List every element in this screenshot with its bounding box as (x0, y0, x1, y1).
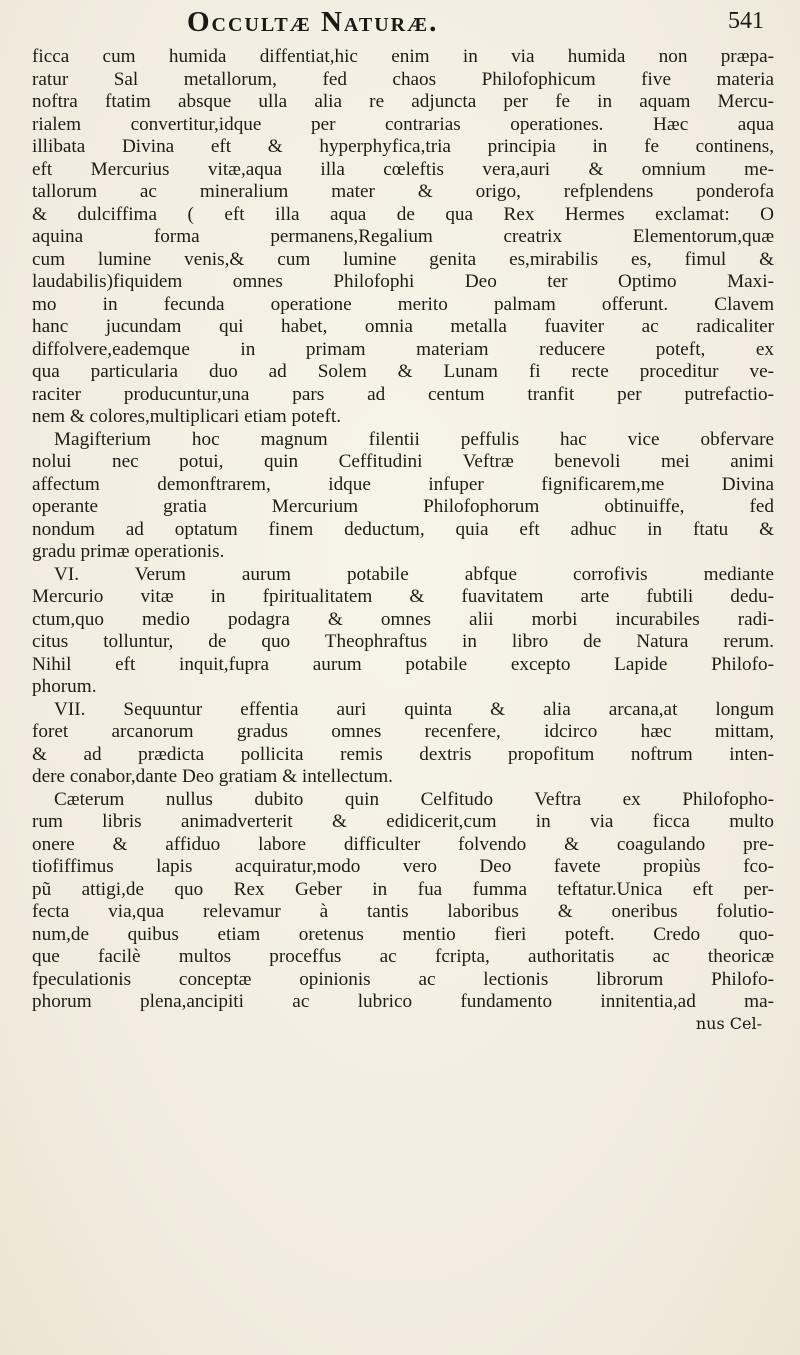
text-line: tiofiffimus lapis acquiratur,modo vero Deo favete propiùs fco- (32, 856, 774, 877)
text-line: tallorum ac mineralium mater & origo, refplendens ponderofa (32, 181, 774, 202)
text-line: noftra ftatim absque ulla alia re adjuncta per fe in aquam Mercu- (32, 91, 774, 112)
text-line: pũ attigi,de quo Rex Geber in fua fumma teftatur.Unica eft per- (32, 878, 774, 900)
text-line: aquina forma permanens,Regalium creatrix Elementorum,quæ (32, 226, 774, 247)
text-line: laudabilis)fiquidem omnes Philofophi Deo ter Optimo Maxi- (32, 271, 774, 292)
text-line: num,de quibus etiam oretenus mentio fieri poteft. Credo quo- (32, 923, 774, 945)
text-line: gradu primæ operationis. (32, 541, 225, 562)
text-line: eft Mercurius vitæ,aqua illa cœleftis vera,auri & omnium me- (32, 158, 774, 180)
text-line: cum lumine venis,& cum lumine genita es,mirabilis es, fimul & (32, 248, 774, 270)
catchword: nus Cel- (695, 1013, 762, 1033)
text-line: fpeculationis conceptæ opinionis ac lectionis librorum Philofo- (32, 968, 774, 990)
text-line: ratur Sal metallorum, fed chaos Philofophicum five materia (32, 68, 774, 90)
text-line: VI. Verum aurum potabile abfque corrofivis mediante (54, 563, 774, 585)
text-line: nolui nec potui, quin Ceffitudini Veftræ benevoli mei animi (32, 451, 774, 472)
text-line: foret arcanorum gradus omnes recenfere, idcirco hæc mittam, (32, 721, 774, 742)
text-line: Nihil eft inquit,fupra aurum potabile excepto Lapide Philofo- (32, 653, 774, 675)
text-line: onere & affiduo labore difficulter folvendo & coagulando pre- (32, 833, 774, 855)
text-line: rum libris animadverterit & edidicerit,cum in via ficca multo (32, 811, 774, 832)
text-line: illibata Divina eft & hyperphyfica,tria principia in fe continens, (32, 136, 774, 157)
text-line: raciter producuntur,una pars ad centum tranfit per putrefactio- (32, 383, 774, 405)
text-line: diffolvere,eademque in primam materiam reducere poteft, ex (32, 338, 774, 360)
text-line: hanc jucundam qui habet, omnia metalla fuaviter ac radicaliter (32, 316, 774, 337)
text-line: ctum,quo medio podagra & omnes alii morbi incurabiles radi- (32, 608, 774, 630)
text-line: Cæterum nullus dubito quin Celfitudo Veftra ex Philofopho- (54, 788, 774, 810)
text-line: Mercurio vitæ in fpiritualitatem & fuavitatem arte fubtili dedu- (32, 586, 774, 607)
text-line: nondum ad optatum finem deductum, quia eft adhuc in ftatu & (32, 518, 774, 540)
text-line: Magifterium hoc magnum filentii peffulis hac vice obfervare (54, 428, 774, 450)
text-line: citus tolluntur, de quo Theophraftus in libro de Natura rerum. (32, 631, 774, 652)
text-line: rialem convertitur,idque per contrarias operationes. Hæc aqua (32, 113, 774, 135)
text-line: fecta via,qua relevamur à tantis laboribus & oneribus folutio- (32, 901, 774, 922)
text-line: qua particularia duo ad Solem & Lunam fi recte proceditur ve- (32, 361, 774, 382)
text-line: phorum plena,ancipiti ac lubrico fundamento innitentia,ad ma- (32, 991, 774, 1012)
text-line: & ad prædicta pollicita remis dextris propofitum noftrum inten- (32, 743, 774, 765)
text-line: mo in fecunda operatione merito palmam offerunt. Clavem (32, 293, 774, 315)
paper-stain (640, 590, 670, 630)
text-line: nem & colores,multiplicari etiam poteft. (32, 406, 342, 427)
running-head (32, 6, 774, 46)
text-line: que facilè multos proceffus ac fcripta, authoritatis ac theoricæ (32, 946, 774, 967)
body-text (32, 46, 774, 1014)
text-line: VII. Sequuntur effentia auri quinta & alia arcana,at longum (54, 698, 774, 720)
text-line: affectum demonftrarem, idque infuper fignificarem,me Divina (32, 473, 774, 495)
text-line: phorum. (32, 676, 97, 697)
text-line: operante gratia Mercurium Philofophorum obtinuiffe, fed (32, 496, 774, 517)
running-title: Occultæ Naturæ. (187, 6, 439, 38)
text-line: dere conabor,dante Deo gratiam & intellectum. (32, 766, 393, 787)
page-number: 541 (728, 8, 764, 34)
text-line: ficca cum humida diffentiat,hic enim in via humida non præpa- (32, 46, 774, 67)
text-line: & dulciffima ( eft illa aqua de qua Rex Hermes exclamat: O (32, 203, 774, 225)
